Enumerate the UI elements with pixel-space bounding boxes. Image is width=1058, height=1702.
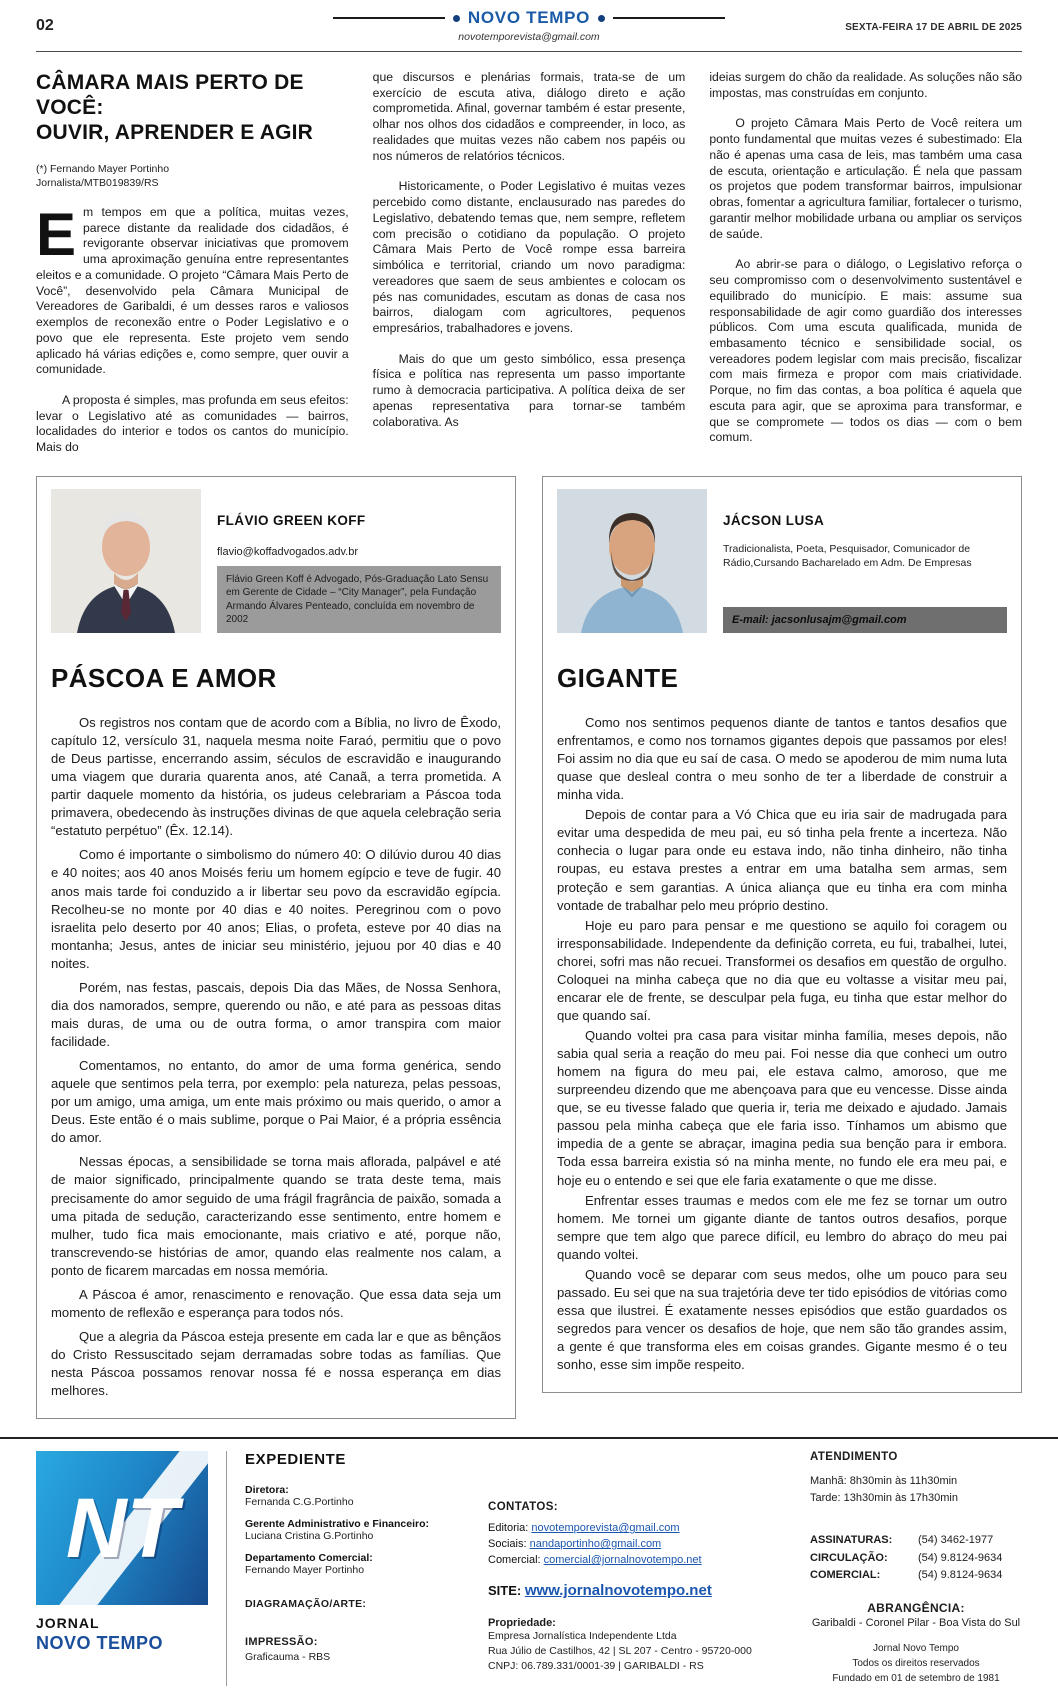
paragraph: que discursos e plenárias formais, trata-se de um exercício de escuta ativa, diálogo direto e ação comprometida. Afinal, governar também é estar presente, olhar nos olhos dos cidadãos e compreender, in loco, as realidades que muitas vezes não cabem nos papéis ou nos números de relatórios técnicos. <box>372 70 686 163</box>
byline-credentials: Jornalista/MTB019839/RS <box>36 177 159 190</box>
atendimento-title: ATENDIMENTO <box>810 1451 898 1464</box>
impressao-label: IMPRESSÃO: <box>245 1636 318 1649</box>
flavio-photo <box>51 489 201 633</box>
masthead-title: NOVO TEMPO <box>467 8 591 27</box>
paragraph: Hoje eu paro para pensar e me questiono se aquilo foi coragem ou irresponsabilidade. Independente da definição correta, eu fui, trabalhei, lutei, chorei, sofri mas não recuei. Transformei os desafios em questão de orgulho. Coloquei na minha cabeça que no dia que eu voltasse a visitar meu pai, encarar ele de frente, se desculpar pela fuga, eu tinha que estar melhor do que quando saí. <box>557 917 1007 1023</box>
paragraph: Quando voltei pra casa para visitar minha família, meses depois, não sabia qual seria a reação do meu pai. Foi nesse dia que conheci um outro homem na figura do meu pai, ele estava calmo, amoroso, que me surpreendeu dizendo que me abençoava para que eu vencesse. Disse ainda que, se eu tivesse falado que queria ir, teria me deixado e ajudado. Jamais passou pela minha cabeça que ele faria isso. Tínhamos um abismo que impedia de a gente se abraçar, imagina pedia sua benção para ir embora. Toda essa barreira existia só na minha mente, no fundo ele era meu pai, e hoje eu o entendo e sei que ele faria exatamente o que me disse. <box>557 1028 1007 1188</box>
phone-value: (54) 3462-1977 <box>918 1534 994 1547</box>
phone-row <box>810 1567 1022 1585</box>
gigante-body <box>557 714 1007 1374</box>
paragraph: ideias surgem do chão da realidade. As soluções não são impostas, mas construídas em conjunto. <box>709 70 1023 100</box>
pascoa-title: PÁSCOA E AMOR <box>51 662 277 693</box>
site-line <box>488 1582 770 1599</box>
propriedade-line: Empresa Jornalística Independente Ltda <box>488 1630 677 1643</box>
staff-label: Diretora: <box>245 1484 289 1497</box>
staff-item <box>245 1552 474 1576</box>
flavio-author-email: flavio@koffadvogados.adv.br <box>217 545 359 558</box>
paragraph: Nessas épocas, a sensibilidade se torna mais aflorada, palpável e até de maior significado, principalmente quando se trata deste tema, mais precisamente do amor seguido de uma frágil fragrância de paixão, somada a uma pitada de sedução, caracterizando esse sentimento, entre homem e mulher, tudo fica mais emocionante, mais criativo e até, porque não, transcrevendo-se histórias de amor, quando elas realmente nos calam, a ponto de ficarem marcadas em nossa memória. <box>51 1154 501 1278</box>
main-article-title <box>36 70 349 146</box>
jacson-author-header <box>557 489 1007 633</box>
flavio-author-header <box>51 489 501 633</box>
service-column <box>788 1451 1022 1686</box>
atendimento-line: Manhã: 8h30min às 11h30min <box>810 1475 958 1488</box>
contact-line-editoria <box>488 1522 770 1534</box>
flavio-author-name: FLÁVIO GREEN KOFF <box>217 512 366 528</box>
main-article-column-2 <box>373 70 686 430</box>
expediente-column <box>226 1451 488 1686</box>
comercial-email-link[interactable]: comercial@jornalnovotempo.net <box>543 1554 702 1567</box>
paragraph: Porém, nas festas, pascais, depois Dia das Mães, de Nossa Senhora, dia dos namorados, sempre, querendo ou não, e até para as pessoas ditas mais duras, de uma ou de outra forma, o amor transpira com maior facilidade. <box>51 979 501 1050</box>
jacson-author-name: JÁCSON LUSA <box>723 512 825 528</box>
masthead-rule-left <box>333 17 445 19</box>
masthead <box>333 8 725 28</box>
staff-label: Departamento Comercial: <box>245 1552 373 1565</box>
phone-label: CIRCULAÇÃO: <box>810 1551 888 1564</box>
main-article <box>36 70 1022 456</box>
paragraph: Ao abrir-se para o diálogo, o Legislativo reforça o seu compromisso com o desenvolvimento sustentável e equilibrado do município. E mais: assume sua responsabilidade de agir como guardião dos interesses públicos. Com uma escuta qualificada, munida de embasamento técnico e sensibilidade social, os vereadores podem legislar com mais precisão, fiscalizar com mais firmeza e propor com mais criatividade. Porque, no fim das contas, a boa política é aquela que escuta para agir, que se aproxima para transformar, e que se compromete — todos os dias — com o bem comum. <box>709 257 1023 445</box>
paragraph: Quando você se deparar com seus medos, olhe um pouco para seu passado. Eu sei que na sua trajetória deve ter tido episódios de vitórias como essa que ilustrei. É exatamente nesses episódios que estão guardados os segredos para vencer os desafios de hoje, que nem são tão grandes assim, a gente é que transforma eles em coisas grandes. Gigante mesmo é o teu sonho, esse sim impõe respeito. <box>557 1266 1007 1373</box>
main-article-title-line2: OUVIR, APRENDER E AGIR <box>36 121 314 145</box>
page-number: 02 <box>36 16 54 34</box>
phone-label: ASSINATURAS: <box>810 1534 893 1547</box>
logo-caption <box>36 1615 212 1654</box>
sociais-email-link[interactable]: nandaportinho@gmail.com <box>529 1538 662 1551</box>
paragraph: Que a alegria da Páscoa esteja presente em cada lar e que as bênçãos do Cristo Ressuscitado sejam derramadas sobre todas as famílias. Que nesta Páscoa possamos renovar nossa fé e nossa esperança em dias melhores. <box>51 1328 501 1399</box>
columnist-boxes <box>36 476 1022 1419</box>
main-article-title-line1: CÂMARA MAIS PERTO DE VOCÊ: <box>36 71 304 120</box>
staff-value: Luciana Cristina G.Portinho <box>245 1530 374 1543</box>
contacts-column <box>488 1451 788 1686</box>
edition-date: SEXTA-FEIRA 17 DE ABRIL DE 2025 <box>845 21 1022 33</box>
jacson-author-subtitle: Tradicionalista, Poeta, Pesquisador, Comunicador de Rádio,Cursando Bacharelado em Adm. De Empresas <box>723 542 972 570</box>
paragraph: O projeto Câmara Mais Perto de Você reitera um ponto fundamental que muitas vezes é subestimado: Ela não é apenas uma casa de leis, mas também uma casa de escuta, orientação e articulação. É nela que passam os projetos que podem transformar bairros, impulsionar obras, fomentar a agricultura familiar, fortalecer o turismo, garantir melhor mobilidade urbana ou ampliar os serviços de saúde. <box>709 116 1023 241</box>
nt-logo <box>36 1451 208 1605</box>
contact-label: Comercial: <box>488 1554 541 1567</box>
impressao-value: Graficauma - RBS <box>245 1651 331 1664</box>
paragraph: Como nos sentimos pequenos diante de tantos e tantos desafios que enfrentamos, e como nos tornamos gigantes depois que passamos por eles! Foi assim no dia que eu saí de casa. O medo se apoderou de mim numa luta quase que desleal contra o meu sonho de ter a liberdade de construir a minha vida. <box>557 714 1007 803</box>
paragraph: Depois de contar para a Vó Chica que eu iria sair de madrugada para evitar uma despedida de meu pai, eu só tinha pela frente a incerteza. Não conhecia o lugar para onde eu estava indo, não tinha dinheiro, não tinha roupas, eu estava prestes a entrar em uma batalha sem armas, sem proteção e sem garantias. A única aliança que eu tinha era com minha vontade de trabalhar pelo meu próprio destino. <box>557 807 1007 913</box>
phones-block <box>810 1532 1022 1585</box>
logo-novo-tempo-label: NOVO TEMPO <box>36 1633 164 1654</box>
main-article-column-3 <box>709 70 1022 446</box>
jacson-photo <box>557 489 707 633</box>
byline-author: (*) Fernando Mayer Portinho <box>36 162 170 175</box>
bullet-icon <box>598 15 605 22</box>
footer-credits <box>810 1641 1022 1686</box>
phone-row <box>810 1532 1022 1550</box>
diagramacao-label: DIAGRAMAÇÃO/ARTE: <box>245 1598 367 1611</box>
pascoa-article-box <box>36 476 516 1419</box>
paragraph: Enfrentar esses traumas e medos com ele me fez se tornar um outro homem. Me tornei um gigante diante de tantos outros desafios, porque sempre que tem algo que parece difícil, eu lembro do abraço do meu pai quando voltei. <box>557 1192 1007 1262</box>
paragraph: A Páscoa é amor, renascimento e renovação. Que essa data seja um momento de reflexão e esperança para todos nós. <box>51 1286 501 1320</box>
contact-label: Sociais: <box>488 1538 527 1551</box>
paragraph: Como é importante o simbolismo do número 40: O dilúvio durou 40 dias e 40 noites; aos 40 anos Moisés feriu um homem egípcio e teve de fugir. 40 anos mais tarde foi conduzido a ir libertar seu povo da escravidão egípcia. Recolheu-se no monte por 40 dias e 40 noites. Peregrinou com o povo israelita pelo deserto por 40 anos; Elias, o profeta, esteve por 40 dias na montanha; Jesus, antes de iniciar seu ministério, jejuou por 40 dias e 40 noites. <box>51 847 501 971</box>
abrangencia-value: Garibaldi - Coronel Pilar - Boa Vista do Sul <box>811 1616 1021 1629</box>
site-link[interactable]: www.jornalnovotempo.net <box>524 1582 712 1600</box>
footer-credit-line: Jornal Novo Tempo <box>873 1642 959 1654</box>
staff-value: Fernando Mayer Portinho <box>245 1564 365 1577</box>
footer-credit-line: Todos os direitos reservados <box>852 1657 980 1669</box>
staff-label: Gerente Administrativo e Financeiro: <box>245 1518 429 1531</box>
paragraph: Mais do que um gesto simbólico, essa presença física e política nas representa um passo importante rumo à democracia participativa. A política deixa de ser apenas representativa para tornar-se também colaborativa. As <box>372 351 686 429</box>
propriedade-label: Propriedade: <box>488 1617 556 1630</box>
expediente-footer <box>0 1437 1058 1702</box>
phone-row <box>810 1550 1022 1568</box>
contact-line-sociais <box>488 1538 770 1550</box>
masthead-rule-right <box>613 17 725 19</box>
paragraph: Comentamos, no entanto, do amor de uma forma genérica, sendo aquele que sentimos pela terra, por exemplo: pela natureza, pelas pessoas, por um amigo, uma amiga, um ente mais próximo ou mais querido, o amor a Deus. Este então é o mais sublime, porque o Pai Maior, é a própria essência do amor. <box>51 1058 501 1146</box>
main-article-byline <box>36 162 349 191</box>
expediente-title: EXPEDIENTE <box>245 1451 347 1469</box>
phone-label: COMERCIAL: <box>810 1569 881 1582</box>
flavio-bio-box: Flávio Green Koff é Advogado, Pós-Graduação Lato Sensu em Gerente de Cidade – “City Manager”, pela Fundação Armando Álvares Penteado, concluída em novembro de 2002 <box>217 566 501 633</box>
contact-line-comercial <box>488 1554 770 1566</box>
editoria-email-link[interactable]: novotemporevista@gmail.com <box>531 1522 680 1535</box>
main-article-column-1 <box>36 200 349 456</box>
paragraph: A proposta é simples, mas profunda em seus efeitos: levar o Legislativo até as comunidades — bairros, localidades do interior e todos os cantos do município. Mais do <box>36 393 349 455</box>
phone-value: (54) 9.8124-9634 <box>918 1569 1003 1582</box>
jacson-email-box: E-mail: jacsonlusajm@gmail.com <box>723 607 1007 633</box>
staff-value: Fernanda C.G.Portinho <box>245 1496 354 1509</box>
logo-jornal-label: JORNAL <box>36 1615 100 1632</box>
contact-label: Editoria: <box>488 1522 529 1535</box>
page-header <box>36 8 1022 43</box>
pascoa-body <box>51 714 501 1400</box>
footer-credit-line: Fundado em 01 de setembro de 1981 <box>832 1672 1000 1684</box>
staff-item <box>245 1518 474 1542</box>
gigante-article-box <box>542 476 1022 1393</box>
contatos-title: CONTATOS: <box>488 1501 559 1514</box>
header-divider <box>36 51 1022 52</box>
paragraph: Historicamente, o Poder Legislativo é muitas vezes percebido como distante, enclausurado nas paredes do Legislativo, debatendo temas que, nem sempre, refletem com precisão o cotidiano da população. O projeto Câmara Mais Perto de Você rompe essa barreira simbólica e territorial, criando um novo paradigma: vereadores que saem de seus ambientes e colocam os pés nas comunidades, escutam as donas de casa nos bairros, dialogam com agricultores, pequenos empresários, trabalhadores e jovens. <box>372 179 686 336</box>
bullet-icon <box>453 15 460 22</box>
logo-column <box>36 1451 226 1686</box>
impressao-block <box>245 1636 474 1663</box>
propriedade-line: CNPJ: 06.789.331/0001-39 | GARIBALDI - RS <box>488 1659 704 1672</box>
site-label: SITE: <box>488 1583 522 1599</box>
propriedade-block <box>488 1617 770 1673</box>
gigante-title: GIGANTE <box>557 662 679 693</box>
atendimento-line: Tarde: 13h30min às 17h30min <box>810 1491 958 1504</box>
staff-item <box>245 1484 474 1508</box>
nt-logo-letters: NT <box>66 1480 178 1575</box>
phone-value: (54) 9.8124-9634 <box>918 1551 1003 1564</box>
paragraph: Em tempos em que a política, muitas vezes, parece distante da realidade dos cidadãos, é revigorante observar iniciativas que promovem uma aproximação genuína entre representantes eleitos e a comunidade. O projeto “Câmara Mais Perto de Você”, desenvolvido pela Câmara Municipal de Vereadores de Garibaldi, é um desses raros e valiosos exemplos de reconexão entre o Poder Legislativo e o povo que ele representa. Este projeto vem sendo aplicado há várias edições e, como sempre, quer ouvir a comunidade. <box>36 200 349 377</box>
propriedade-line: Rua Júlio de Castilhos, 42 | SL 207 - Centro - 95720-000 <box>488 1644 752 1657</box>
abrangencia-title: ABRANGÊNCIA: <box>867 1600 965 1615</box>
abrangencia-block <box>810 1601 1022 1629</box>
paragraph: Os registros nos contam que de acordo com a Bíblia, no livro de Êxodo, capítulo 12, versículo 31, naquela mesma noite Faraó, permitiu que o povo de Deus partisse, encerrando assim, séculos de escravidão e inaugurando uma viagem que duraria quarenta anos, até Canaã, a terra prometida. A partir daquele momento da história, os judeus celebrariam a Páscoa toda primavera, obedecendo às instruções divinas de que aquela celebração seria “estatuto perpétuo” (Êx. 12.14). <box>51 714 501 839</box>
masthead-email: novotemporevista@gmail.com <box>458 31 600 43</box>
